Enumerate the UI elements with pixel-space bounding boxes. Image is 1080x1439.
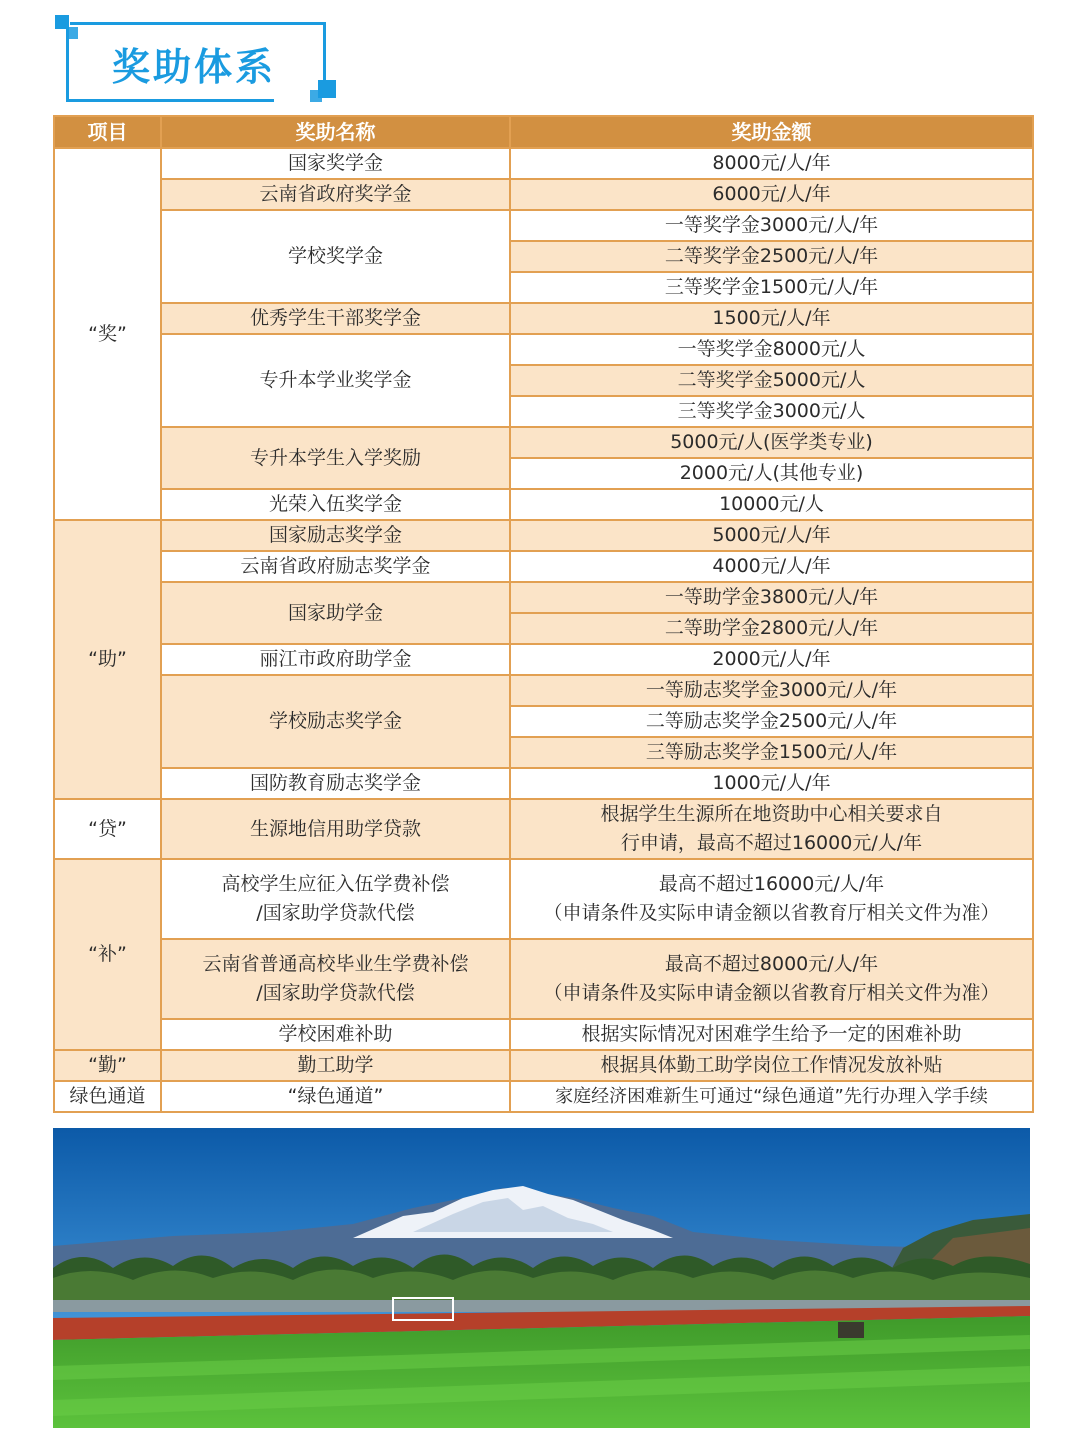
header-name: 奖助名称 [161,116,510,148]
award-name: 学校困难补助 [161,1019,510,1050]
award-amount: 根据具体勤工助学岗位工作情况发放补贴 [510,1050,1033,1081]
table-row [54,303,1033,334]
frame-line [323,22,326,80]
category-jiang: “奖” [54,148,161,520]
table-row [54,644,1033,675]
award-amount: 一等助学金3800元/人/年 [510,582,1033,613]
table-row [54,148,1033,179]
award-name: 云南省政府励志奖学金 [161,551,510,582]
table-row [54,768,1033,799]
award-amount: 一等奖学金3000元/人/年 [510,210,1033,241]
table-header-row [54,116,1033,148]
header-item: 项目 [54,116,161,148]
category-dai: “贷” [54,799,161,859]
amount-line: （申请条件及实际申请金额以省教育厅相关文件为准） [543,902,1000,924]
table-row [54,334,1033,365]
table-row [54,859,1033,939]
category-qin: “勤” [54,1050,161,1081]
award-amount: 二等奖学金5000元/人 [510,365,1033,396]
amount-line: （申请条件及实际申请金额以省教育厅相关文件为准） [543,982,1000,1004]
award-name: 专升本学生入学奖励 [161,427,510,489]
award-table [53,115,1034,1113]
award-name: 国家励志奖学金 [161,520,510,551]
award-amount: 二等助学金2800元/人/年 [510,613,1033,644]
award-amount: 三等奖学金1500元/人/年 [510,272,1033,303]
award-amount: 三等励志奖学金1500元/人/年 [510,737,1033,768]
amount-line: 行申请，最高不超过16000元/人/年 [620,832,923,854]
section-title-frame [0,0,360,115]
frame-line [66,99,274,102]
award-amount: 6000元/人/年 [510,179,1033,210]
table-row [54,427,1033,458]
table-row [54,1050,1033,1081]
award-name [161,859,510,939]
award-amount [510,799,1033,859]
frame-line [70,22,326,25]
category-green: 绿色通道 [54,1081,161,1112]
name-line: /国家助学贷款代偿 [256,902,415,924]
award-amount: 二等奖学金2500元/人/年 [510,241,1033,272]
category-bu: “补” [54,859,161,1050]
award-amount: 三等奖学金3000元/人 [510,396,1033,427]
award-name: 丽江市政府助学金 [161,644,510,675]
award-amount: 一等奖学金8000元/人 [510,334,1033,365]
award-amount: 一等励志奖学金3000元/人/年 [510,675,1033,706]
table-row [54,210,1033,241]
award-name: 生源地信用助学贷款 [161,799,510,859]
table-row [54,582,1033,613]
table-row [54,489,1033,520]
page-title: 奖助体系 [112,45,277,89]
table-row [54,1081,1033,1112]
award-amount: 5000元/人(医学类专业) [510,427,1033,458]
award-name: 专升本学业奖学金 [161,334,510,427]
award-amount: 4000元/人/年 [510,551,1033,582]
award-amount [510,939,1033,1019]
award-amount: 2000元/人(其他专业) [510,458,1033,489]
award-amount [510,859,1033,939]
table-row [54,939,1033,1019]
award-amount: 5000元/人/年 [510,520,1033,551]
award-name: 国家奖学金 [161,148,510,179]
award-name: 云南省政府奖学金 [161,179,510,210]
campus-landscape-image [53,1128,1030,1428]
award-amount: 家庭经济困难新生可通过“绿色通道”先行办理入学手续 [510,1081,1033,1112]
award-amount: 10000元/人 [510,489,1033,520]
amount-line: 最高不超过8000元/人/年 [664,953,879,975]
award-name: “绿色通道” [161,1081,510,1112]
award-name: 优秀学生干部奖学金 [161,303,510,334]
award-name: 勤工助学 [161,1050,510,1081]
award-name: 光荣入伍奖学金 [161,489,510,520]
amount-line: 最高不超过16000元/人/年 [658,873,885,895]
table-row [54,675,1033,706]
campus-photo [53,1128,1030,1428]
category-zhu: “助” [54,520,161,799]
award-amount: 8000元/人/年 [510,148,1033,179]
table-row [54,179,1033,210]
name-line: 云南省普通高校毕业生学费补偿 [202,953,469,975]
award-name: 学校励志奖学金 [161,675,510,768]
award-name: 国家助学金 [161,582,510,644]
table-row [54,551,1033,582]
table-row [54,799,1033,859]
award-amount: 根据实际情况对困难学生给予一定的困难补助 [510,1019,1033,1050]
corner-square-icon [66,27,78,39]
award-name: 国防教育励志奖学金 [161,768,510,799]
corner-square-icon [310,90,322,102]
name-line: 高校学生应征入伍学费补偿 [221,873,450,895]
award-amount: 2000元/人/年 [510,644,1033,675]
award-name [161,939,510,1019]
award-amount: 1000元/人/年 [510,768,1033,799]
award-amount: 1500元/人/年 [510,303,1033,334]
name-line: /国家助学贷款代偿 [256,982,415,1004]
amount-line: 根据学生生源所在地资助中心相关要求自 [600,803,943,825]
award-name: 学校奖学金 [161,210,510,303]
award-amount: 二等励志奖学金2500元/人/年 [510,706,1033,737]
table-row [54,1019,1033,1050]
table-row [54,520,1033,551]
header-amount: 奖助金额 [510,116,1033,148]
